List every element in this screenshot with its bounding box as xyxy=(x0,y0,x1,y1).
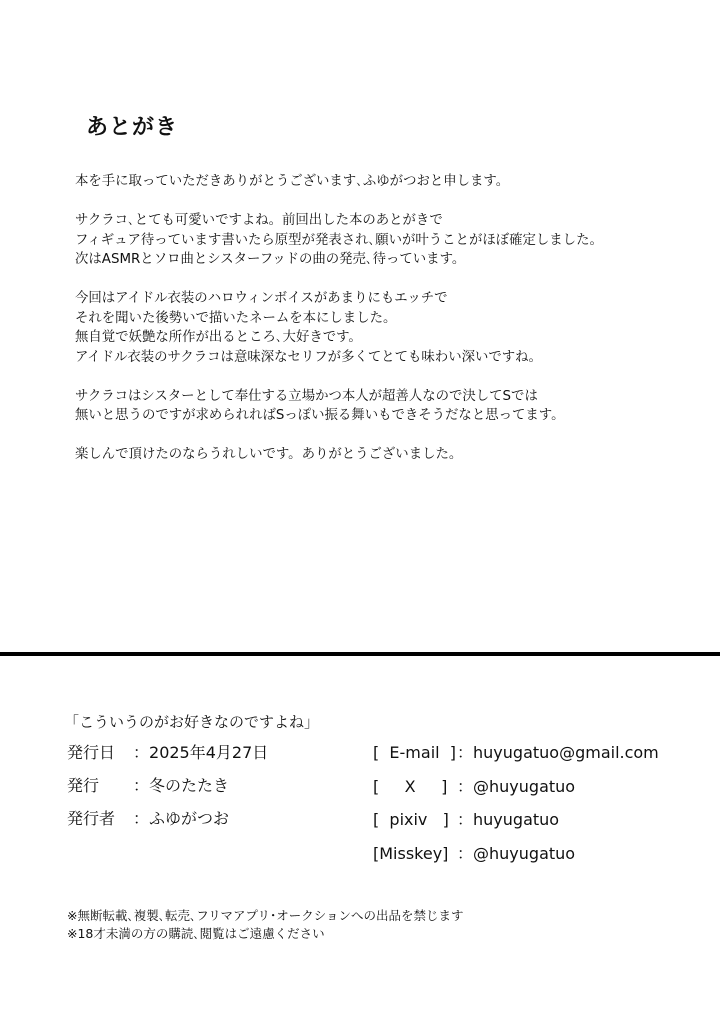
publisher-row xyxy=(67,774,268,807)
text-line: 今回はアイドル衣装のハロウィンボイスがあまりにもエッチで xyxy=(75,291,448,306)
paragraph xyxy=(75,172,705,192)
contact-misskey xyxy=(373,842,659,876)
x-handle[interactable]: @huyugatuo xyxy=(473,776,576,796)
contact-label: [ X ] xyxy=(373,776,448,796)
text-line: アイドル衣装のサクラコは意味深なセリフが多くてとても味わい深いですね。 xyxy=(75,349,542,365)
contact-sep: ： xyxy=(457,743,474,762)
row-label: 発行 xyxy=(67,776,100,795)
legal-notes xyxy=(67,907,463,943)
contact-sep: ： xyxy=(457,843,474,863)
note-line: ※18才未満の方の購読､閲覧はご遠慮ください xyxy=(67,926,325,941)
contact-sep: ： xyxy=(457,810,474,829)
contact-pixiv xyxy=(373,808,659,842)
contact-label: [Misskey] xyxy=(373,843,449,863)
note-line: ※無断転載､複製､転売､フリマアプリ･オークションへの出品を禁じます xyxy=(67,908,464,923)
row-sep: ： xyxy=(133,776,150,795)
misskey-handle[interactable]: @huyugatuo xyxy=(473,843,576,863)
email-link[interactable]: huyugatuo@gmail.com xyxy=(473,743,659,762)
contact-label: [ pixiv ] xyxy=(373,810,449,829)
row-sep: ： xyxy=(133,743,150,762)
publish-date-row xyxy=(67,741,268,774)
text-line: フィギュア待っています書いたら原型が発表され､願いが叶うことがほぼ確定しました。 xyxy=(75,232,603,248)
paragraph xyxy=(75,211,705,270)
contact-email xyxy=(373,741,659,775)
pixiv-handle[interactable]: huyugatuo xyxy=(473,810,560,829)
row-label: 発行日 xyxy=(67,743,116,762)
text-line: サクラコ､とても可愛いですよね。前回出した本のあとがきで xyxy=(75,213,443,228)
book-title: 「こういうのがお好きなのですよね」 xyxy=(64,713,320,731)
contact-info xyxy=(373,741,659,875)
contact-sep: ： xyxy=(457,776,474,796)
row-sep: ： xyxy=(133,809,150,828)
text-line: サクラコはシスターとして奉仕する立場かつ本人が超善人なので決してSでは xyxy=(75,388,538,404)
text-line: それを聞いた後勢いで描いたネームを本にしました。 xyxy=(75,310,397,326)
paragraph xyxy=(75,289,705,367)
paragraph xyxy=(75,387,705,426)
row-value: ふゆがつお xyxy=(149,809,230,828)
row-label: 発行者 xyxy=(67,809,116,828)
text-line: 無自覚で妖艶な所作が出るところ､大好きです。 xyxy=(75,330,362,345)
row-value: 冬のたたき xyxy=(149,776,230,795)
afterword-body xyxy=(75,172,705,484)
text-line: 無いと思うのですが求められればSっぽい振る舞いもできそうだなと思ってます。 xyxy=(75,408,565,423)
contact-label: [ E-mail ] xyxy=(373,743,456,762)
publication-info xyxy=(67,741,268,840)
text-line: 楽しんで頂けたのならうれしいです。ありがとうございました。 xyxy=(75,447,463,462)
text-line: 次はASMRとソロ曲とシスターフッドの曲の発売､待っています。 xyxy=(75,252,466,267)
author-row xyxy=(67,807,268,840)
afterword-title: あとがき xyxy=(86,115,179,140)
text-line: 本を手に取っていただきありがとうございます､ふゆがつおと申します。 xyxy=(75,174,510,189)
paragraph xyxy=(75,445,705,465)
contact-x xyxy=(373,775,659,809)
row-value: 2025年4月27日 xyxy=(149,743,269,762)
section-divider xyxy=(0,652,720,656)
